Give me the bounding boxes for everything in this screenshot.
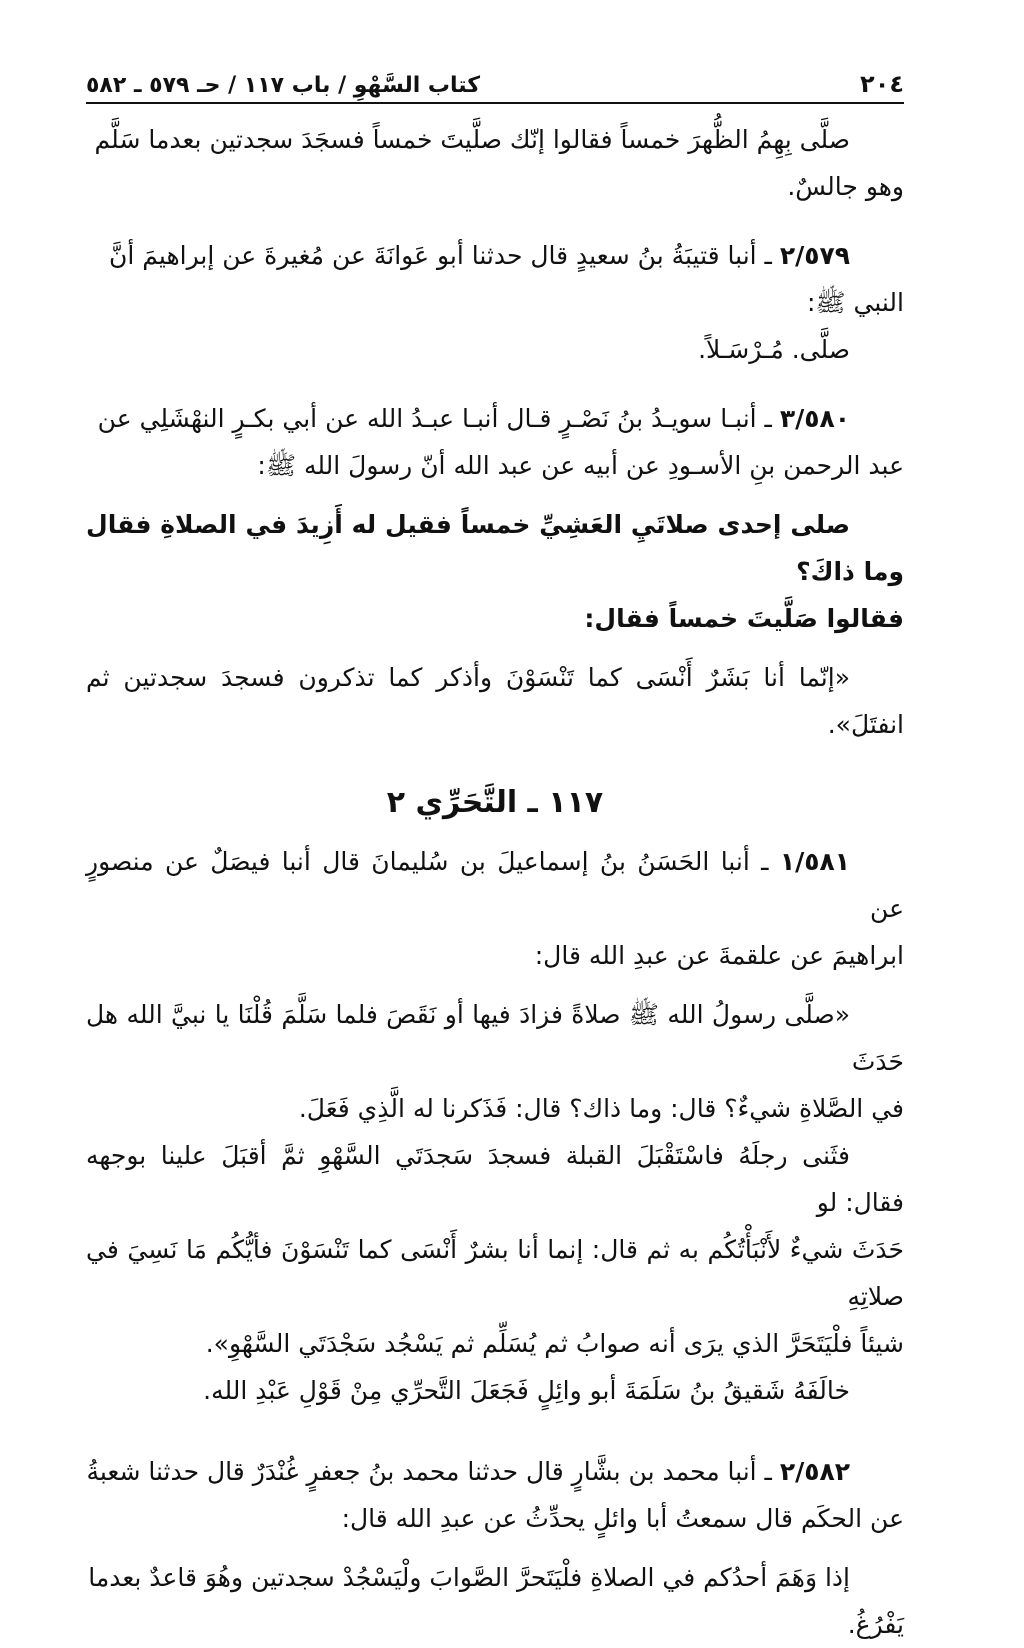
- hadith-581-continuation: [86, 1132, 904, 1367]
- hadith-number: ٢/٥٨٢: [779, 1457, 850, 1486]
- text-line: صلَّى. مُـرْسَـلاً.: [698, 335, 850, 364]
- text-line: ٢/٥٨٢ ـ أنبا محمد بن بشَّارٍ قال حدثنا محمد بنُ جعفرٍ غُنْدَرٌ قال حدثنا شعبةُ: [86, 1457, 850, 1486]
- text-line: ابراهيمَ عن علقمةَ عن عبدِ الله قال:: [534, 941, 904, 970]
- hadith-581-chain: [86, 838, 904, 979]
- running-header: [86, 62, 904, 104]
- hadith-580-text: [86, 501, 904, 642]
- hadith-580-quote: [86, 654, 904, 748]
- text-line: صلى إحدى صلاتَيِ العَشِيِّ خمساً فقيل له أَزِيدَ في الصلاةِ فقال وما ذاكَ؟: [86, 510, 904, 586]
- hadith-581-quote: [86, 991, 904, 1132]
- text-line: صلَّى بِهِمُ الظُّهرَ خمساً فقالوا إنّك صلَّيتَ خمساً فسجَدَ سجدتين بعدما سَلَّم: [94, 125, 850, 154]
- text-line: شيئاً فلْيَتَحَرَّ الذي يرَى أنه صوابُ ثم يُسَلِّم ثم يَسْجُد سَجْدَتَي السَّهْوِ».: [205, 1329, 904, 1358]
- hadith-number: ٣/٥٨٠: [779, 404, 850, 433]
- text-line: حَدَثَ شيءٌ لأَنْبَأْتُكُم به ثم قال: إنما أنا بشرٌ أَنْسَى كما تَنْسَوْنَ فأيُّكُم مَا نَسِيَ في صلاتِهِ: [86, 1235, 904, 1311]
- text-line: في الصَّلاةِ شيءٌ؟ قال: وما ذاك؟ قال: فَذَكرنا له الَّذِي فَعَلَ.: [298, 1094, 904, 1123]
- text-line: يَفْرُغُ.: [847, 1610, 904, 1639]
- text-line: ٣/٥٨٠ ـ أنبـا سويـدُ بنُ نَصْـرٍ قـال أنبـا عبـدُ الله عن أبي بكـرٍ النهْشَلِي عن: [97, 404, 850, 433]
- hadith-582-chain: [86, 1448, 904, 1542]
- hadith-582-text: [86, 1554, 904, 1648]
- hadith-number: ٢/٥٧٩: [779, 241, 850, 270]
- hadith-text-block: [86, 116, 904, 210]
- chapter-heading: ١١٧ ـ التَّحَرِّي ٢: [386, 785, 604, 820]
- text-line: ١/٥٨١ ـ أنبا الحَسَنُ بنُ إسماعيلَ بن سُليمانَ قال أنبا فيصَلٌ عن منصورٍ عن: [86, 847, 904, 923]
- text-line: النبي ﷺ:: [806, 288, 904, 317]
- text-line: «إنّما أنا بَشَرٌ أَنْسَى كما تَنْسَوْنَ وأذكر كما تذكرون فسجدَ سجدتين ثم انفتَلَ».: [86, 663, 904, 739]
- text-line: وهو جالسٌ.: [787, 172, 904, 201]
- text-line: فقالوا صَلَّيتَ خمساً فقال:: [584, 604, 904, 633]
- page-number: ٢٠٤: [860, 70, 904, 98]
- text-line: عن الحكَم قال سمعتُ أبا وائلٍ يحدِّثُ عن عبدِ الله قال:: [341, 1504, 904, 1533]
- hadith-581-note: [86, 1367, 904, 1414]
- running-title: كتاب السَّهْوِ / باب ١١٧ / حـ ٥٧٩ ـ ٥٨٢: [86, 73, 481, 98]
- hadith-580-chain: [86, 395, 904, 489]
- text-line: خالَفَهُ شَقيقُ بنُ سَلَمَةَ أبو وائِلٍ فَجَعَلَ التَّحرِّي مِنْ قَوْلِ عَبْدِ الله.: [203, 1376, 850, 1405]
- text-line: إذا وَهَمَ أحدُكم في الصلاةِ فلْيَتَحرَّ الصَّوابَ ولْيَسْجُدْ سجدتين وهُوَ قاعدٌ بعدما: [88, 1563, 850, 1592]
- hadith-number: ١/٥٨١: [779, 847, 850, 876]
- hadith-579-chain: [86, 232, 904, 326]
- text-line: «صلَّى رسولُ الله ﷺ صلاةً فزادَ فيها أو نَقَصَ فلما سَلَّمَ قُلْنَا يا نبيَّ الله هل حَدَثَ: [86, 1000, 904, 1076]
- text-line: عبد الرحمن بنِ الأسـودِ عن أبيه عن عبد الله أنّ رسولَ الله ﷺ:: [257, 451, 904, 480]
- text-line: ٢/٥٧٩ ـ أنبا قتيبَةُ بنُ سعيدٍ قال حدثنا أبو عَوانَةَ عن مُغيرةَ عن إبراهيمَ أنَّ: [109, 241, 850, 270]
- hadith-579-text: [86, 326, 904, 373]
- text-line: فثَنى رجلَهُ فاسْتَقْبَلَ القبلة فسجدَ سَجدَتَي السَّهْوِ ثمَّ أقبَلَ علينا بوجهه فقال: لو: [86, 1141, 904, 1217]
